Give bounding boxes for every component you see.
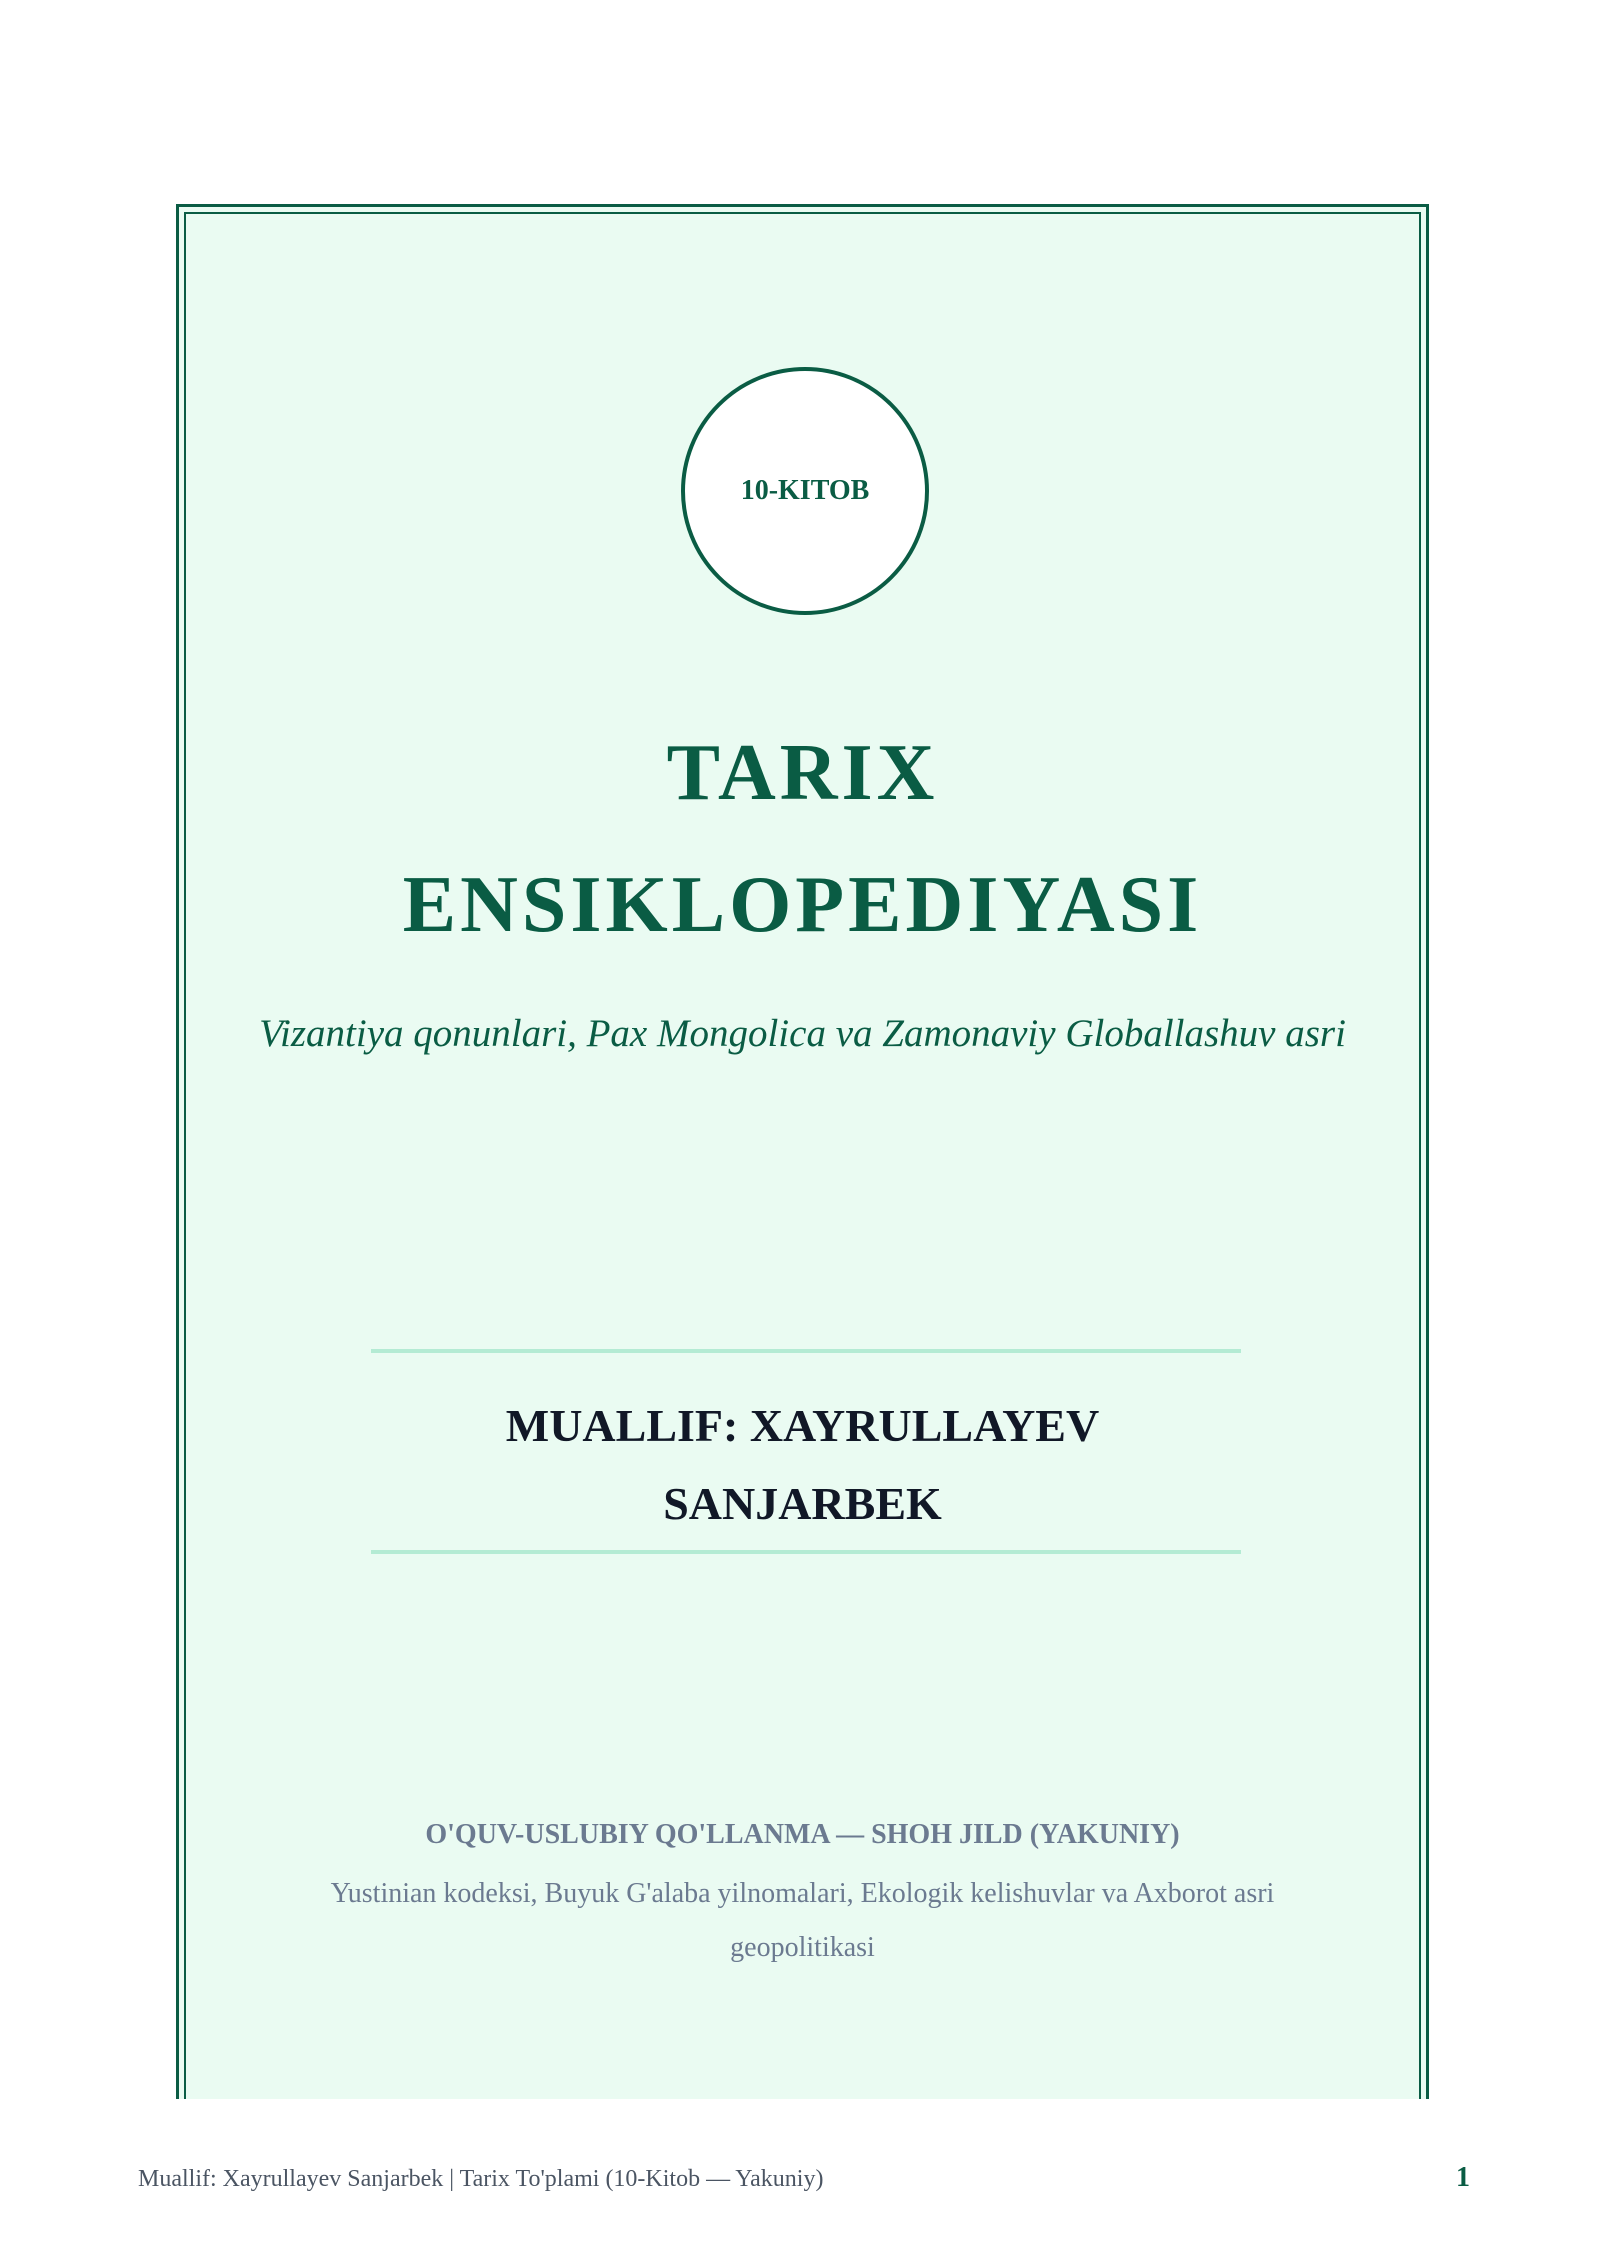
author-divider-top xyxy=(371,1349,1241,1353)
author-line-1: MUALLIF: XAYRULLAYEV xyxy=(505,1400,1100,1451)
author-line-2: SANJARBEK xyxy=(663,1478,942,1529)
author-divider-bottom xyxy=(371,1550,1241,1554)
book-number-label: 10-KITOB xyxy=(740,475,870,506)
footer-text: Muallif: Xayrullayev Sanjarbek | Tarix To'plami (10-Kitob — Yakuniy) xyxy=(138,2166,824,2192)
book-subtitle: Vizantiya qonunlari, Pax Mongolica va Zamonaviy Globallashuv asri xyxy=(259,1012,1346,1055)
book-number-badge xyxy=(681,367,929,615)
book-title-line-1: TARIX xyxy=(666,729,939,817)
cover-panel xyxy=(176,204,1429,2099)
book-title-line-2: ENSIKLOPEDIYASI xyxy=(402,861,1203,949)
author-block xyxy=(179,1387,1426,1543)
edition-description: Yustinian kodeksi, Buyuk G'alaba yilnomalari, Ekologik kelishuvlar va Axborot asri geopolitikasi xyxy=(330,1878,1275,1963)
book-title xyxy=(179,707,1426,971)
edition-label: O'QUV-USLUBIY QO'LLANMA — SHOH JILD (YAKUNIY) xyxy=(425,1819,1180,1850)
page-number: 1 xyxy=(1456,2162,1470,2193)
